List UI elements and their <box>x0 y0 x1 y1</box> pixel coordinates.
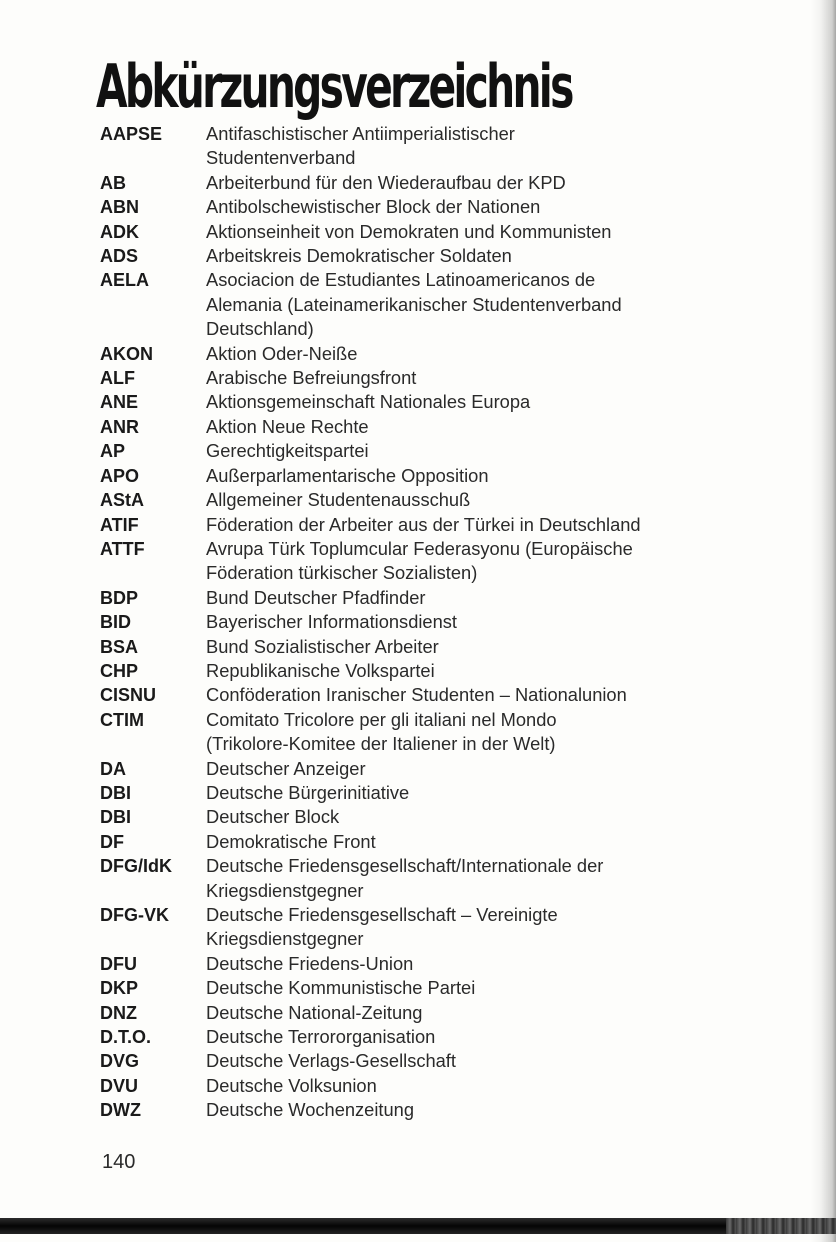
definition-line: Bund Sozialistischer Arbeiter <box>206 635 439 657</box>
definition-line: Deutscher Block <box>206 806 340 828</box>
definition-line: Deutsche Friedens-Union <box>206 952 414 974</box>
definition-line: Deutsche Friedensgesellschaft/Internationale der <box>206 855 604 877</box>
abbreviation-entry <box>100 1025 800 1049</box>
abbreviation-entry <box>100 635 800 659</box>
abbreviation-definition <box>206 781 800 805</box>
abbreviation-definition <box>206 488 800 512</box>
definition-line: Aktionsgemeinschaft Nationales Europa <box>206 391 531 413</box>
abbreviation-entry <box>100 683 800 707</box>
definition-line: Alemania (Lateinamerikanischer Studentenverband <box>206 293 622 315</box>
abbreviation-term: DFU <box>100 953 137 974</box>
abbreviation-term: ABN <box>100 197 139 218</box>
abbreviation-definition <box>206 635 800 659</box>
abbreviation-entry <box>100 195 800 219</box>
abbreviation-term: BDP <box>100 587 139 608</box>
abbreviation-entry <box>100 464 800 488</box>
definition-line: Conföderation Iranischer Studenten – Nationalunion <box>206 684 627 706</box>
abbreviation-term: DFG-VK <box>100 905 169 925</box>
abbreviation-definition <box>206 1025 800 1049</box>
abbreviation-term: ATIF <box>100 514 139 535</box>
definition-line: Aktionseinheit von Demokraten und Kommunisten <box>206 220 612 242</box>
definition-line: (Trikolore-Komitee der Italiener in der Welt) <box>206 733 556 755</box>
definition-line: Deutsche Verlags-Gesellschaft <box>206 1050 456 1072</box>
abbreviation-entry <box>100 708 800 757</box>
definition-line: Deutsche Kommunistische Partei <box>206 977 476 999</box>
abbreviation-entry <box>100 488 800 512</box>
definition-line: Arbeitskreis Demokratischer Soldaten <box>206 245 512 267</box>
definition-line: Außerparlamentarische Opposition <box>206 464 489 486</box>
definition-line: Republikanische Volkspartei <box>206 659 435 681</box>
definition-line: Deutsche Terrororganisation <box>206 1026 436 1048</box>
abbreviation-entry <box>100 781 800 805</box>
abbreviation-definition <box>206 537 800 586</box>
abbreviation-term: AELA <box>100 270 149 291</box>
abbreviation-term: DA <box>100 758 126 779</box>
page-number: 140 <box>102 1151 136 1173</box>
definition-line: Antibolschewistischer Block der Nationen <box>206 196 541 218</box>
abbreviation-entry <box>100 1049 800 1073</box>
abbreviation-entry <box>100 220 800 244</box>
abbreviation-definition <box>206 220 800 244</box>
abbreviation-entry <box>100 659 800 683</box>
abbreviation-entry <box>100 952 800 976</box>
abbreviation-entry <box>100 854 800 903</box>
definition-line: Aktion Neue Rechte <box>206 415 369 437</box>
abbreviation-term: DFG/IdK <box>100 856 172 877</box>
abbreviation-term: ATTF <box>100 538 145 559</box>
abbreviation-entry <box>100 586 800 610</box>
abbreviation-definition <box>206 805 800 829</box>
abbreviation-entry <box>100 1074 800 1098</box>
definition-line: Deutsche Bürgerinitiative <box>206 781 410 803</box>
abbreviation-definition <box>206 683 800 707</box>
abbreviation-term: AKON <box>100 343 153 364</box>
abbreviation-definition <box>206 952 800 976</box>
abbreviation-entry <box>100 268 800 341</box>
definition-line: Deutschland) <box>206 318 314 340</box>
abbreviation-definition <box>206 390 800 414</box>
spine-shadow <box>810 0 836 1242</box>
abbreviation-entry <box>100 390 800 414</box>
abbreviation-entry <box>100 757 800 781</box>
abbreviation-definition <box>206 586 800 610</box>
abbreviation-definition <box>206 757 800 781</box>
abbreviation-entry <box>100 342 800 366</box>
definition-line: Deutscher Anzeiger <box>206 757 366 779</box>
definition-line: Arbeiterbund für den Wiederaufbau der KPD <box>206 171 566 193</box>
abbreviation-term: ALF <box>100 368 135 389</box>
abbreviation-list <box>100 122 800 1123</box>
abbreviation-definition <box>206 513 800 537</box>
abbreviation-term: CHP <box>100 660 139 681</box>
abbreviation-entry <box>100 610 800 634</box>
abbreviation-term: CTIM <box>100 709 144 730</box>
abbreviation-entry <box>100 171 800 195</box>
abbreviation-definition <box>206 708 800 757</box>
definition-line: Demokratische Front <box>206 830 376 852</box>
abbreviation-definition <box>206 195 800 219</box>
definition-line: Kriegsdienstgegner <box>206 879 364 901</box>
abbreviation-term: AB <box>100 172 126 193</box>
abbreviation-term: DKP <box>100 978 139 999</box>
abbreviation-definition <box>206 830 800 854</box>
abbreviation-term: CISNU <box>100 685 157 706</box>
abbreviation-definition <box>206 659 800 683</box>
bottom-edge-bar <box>0 1218 836 1234</box>
abbreviation-term: AP <box>100 441 126 462</box>
abbreviation-definition <box>206 1049 800 1073</box>
definition-line: Deutsche Friedensgesellschaft – Vereinigte <box>206 904 558 925</box>
definition-line: Bund Deutscher Pfadfinder <box>206 586 426 608</box>
definition-line: Deutsche National-Zeitung <box>206 1001 423 1023</box>
abbreviation-term: ANE <box>100 392 139 413</box>
abbreviation-entry <box>100 513 800 537</box>
definition-line: Arabische Befreiungsfront <box>206 367 417 389</box>
definition-line: Asociacion de Estudiantes Latinoamericanos de <box>206 269 596 291</box>
definition-line: Deutsche Volksunion <box>206 1074 377 1096</box>
abbreviation-entry <box>100 366 800 390</box>
abbreviation-entry <box>100 1098 800 1122</box>
definition-line: Antifaschistischer Antiimperialistischer <box>206 123 515 144</box>
abbreviation-definition <box>206 464 800 488</box>
abbreviation-term: DNZ <box>100 1002 137 1023</box>
abbreviation-entry <box>100 903 800 952</box>
abbreviation-term: ADK <box>100 221 139 242</box>
bottom-edge-texture <box>726 1218 836 1234</box>
abbreviation-definition <box>206 439 800 463</box>
abbreviation-definition <box>206 342 800 366</box>
abbreviation-term: DVG <box>100 1051 140 1072</box>
abbreviation-entry <box>100 122 800 171</box>
abbreviation-entry <box>100 830 800 854</box>
abbreviation-entry <box>100 1001 800 1025</box>
abbreviation-entry <box>100 805 800 829</box>
abbreviation-term: AAPSE <box>100 124 163 144</box>
abbreviation-term: BSA <box>100 636 139 657</box>
abbreviation-term: ANR <box>100 416 139 437</box>
definition-line: Deutsche Wochenzeitung <box>206 1099 414 1121</box>
definition-line: Allgemeiner Studentenausschuß <box>206 489 471 511</box>
abbreviation-term: DF <box>100 831 124 852</box>
abbreviation-term: DBI <box>100 807 131 828</box>
definition-line: Föderation türkischer Sozialisten) <box>206 562 478 584</box>
abbreviation-definition <box>206 171 800 195</box>
definition-line: Föderation der Arbeiter aus der Türkei in Deutschland <box>206 513 641 535</box>
abbreviation-definition <box>206 903 800 952</box>
abbreviation-term: APO <box>100 465 140 486</box>
abbreviation-term: ADS <box>100 246 139 267</box>
abbreviation-definition <box>206 366 800 390</box>
abbreviation-definition <box>206 854 800 903</box>
abbreviation-entry <box>100 244 800 268</box>
abbreviation-term: AStA <box>100 490 144 511</box>
abbreviation-definition <box>206 244 800 268</box>
abbreviation-entry <box>100 537 800 586</box>
abbreviation-definition <box>206 1001 800 1025</box>
abbreviation-entry <box>100 976 800 1000</box>
abbreviation-definition <box>206 976 800 1000</box>
definition-line: Gerechtigkeitspartei <box>206 440 369 462</box>
abbreviation-term: DBI <box>100 782 131 803</box>
abbreviation-definition <box>206 122 800 171</box>
abbreviation-entry <box>100 415 800 439</box>
abbreviation-definition <box>206 1074 800 1098</box>
abbreviation-term: DVU <box>100 1075 139 1096</box>
abbreviation-definition <box>206 1098 800 1122</box>
definition-line: Studentenverband <box>206 147 356 169</box>
abbreviation-definition <box>206 610 800 634</box>
definition-line: Bayerischer Informationsdienst <box>206 611 457 633</box>
abbreviation-entry <box>100 439 800 463</box>
abbreviation-term: BID <box>100 612 131 633</box>
page-title: Abkürzungsverzeichnis <box>96 52 572 122</box>
abbreviation-definition <box>206 415 800 439</box>
definition-line: Kriegsdienstgegner <box>206 928 364 950</box>
definition-line: Aktion Oder-Neiße <box>206 342 358 364</box>
abbreviation-term: DWZ <box>100 1100 141 1121</box>
definition-line: Avrupa Türk Toplumcular Federasyonu (Europäische <box>206 537 633 559</box>
definition-line: Comitato Tricolore per gli italiani nel Mondo <box>206 708 557 730</box>
abbreviation-definition <box>206 268 800 341</box>
abbreviation-term: D.T.O. <box>100 1027 152 1048</box>
